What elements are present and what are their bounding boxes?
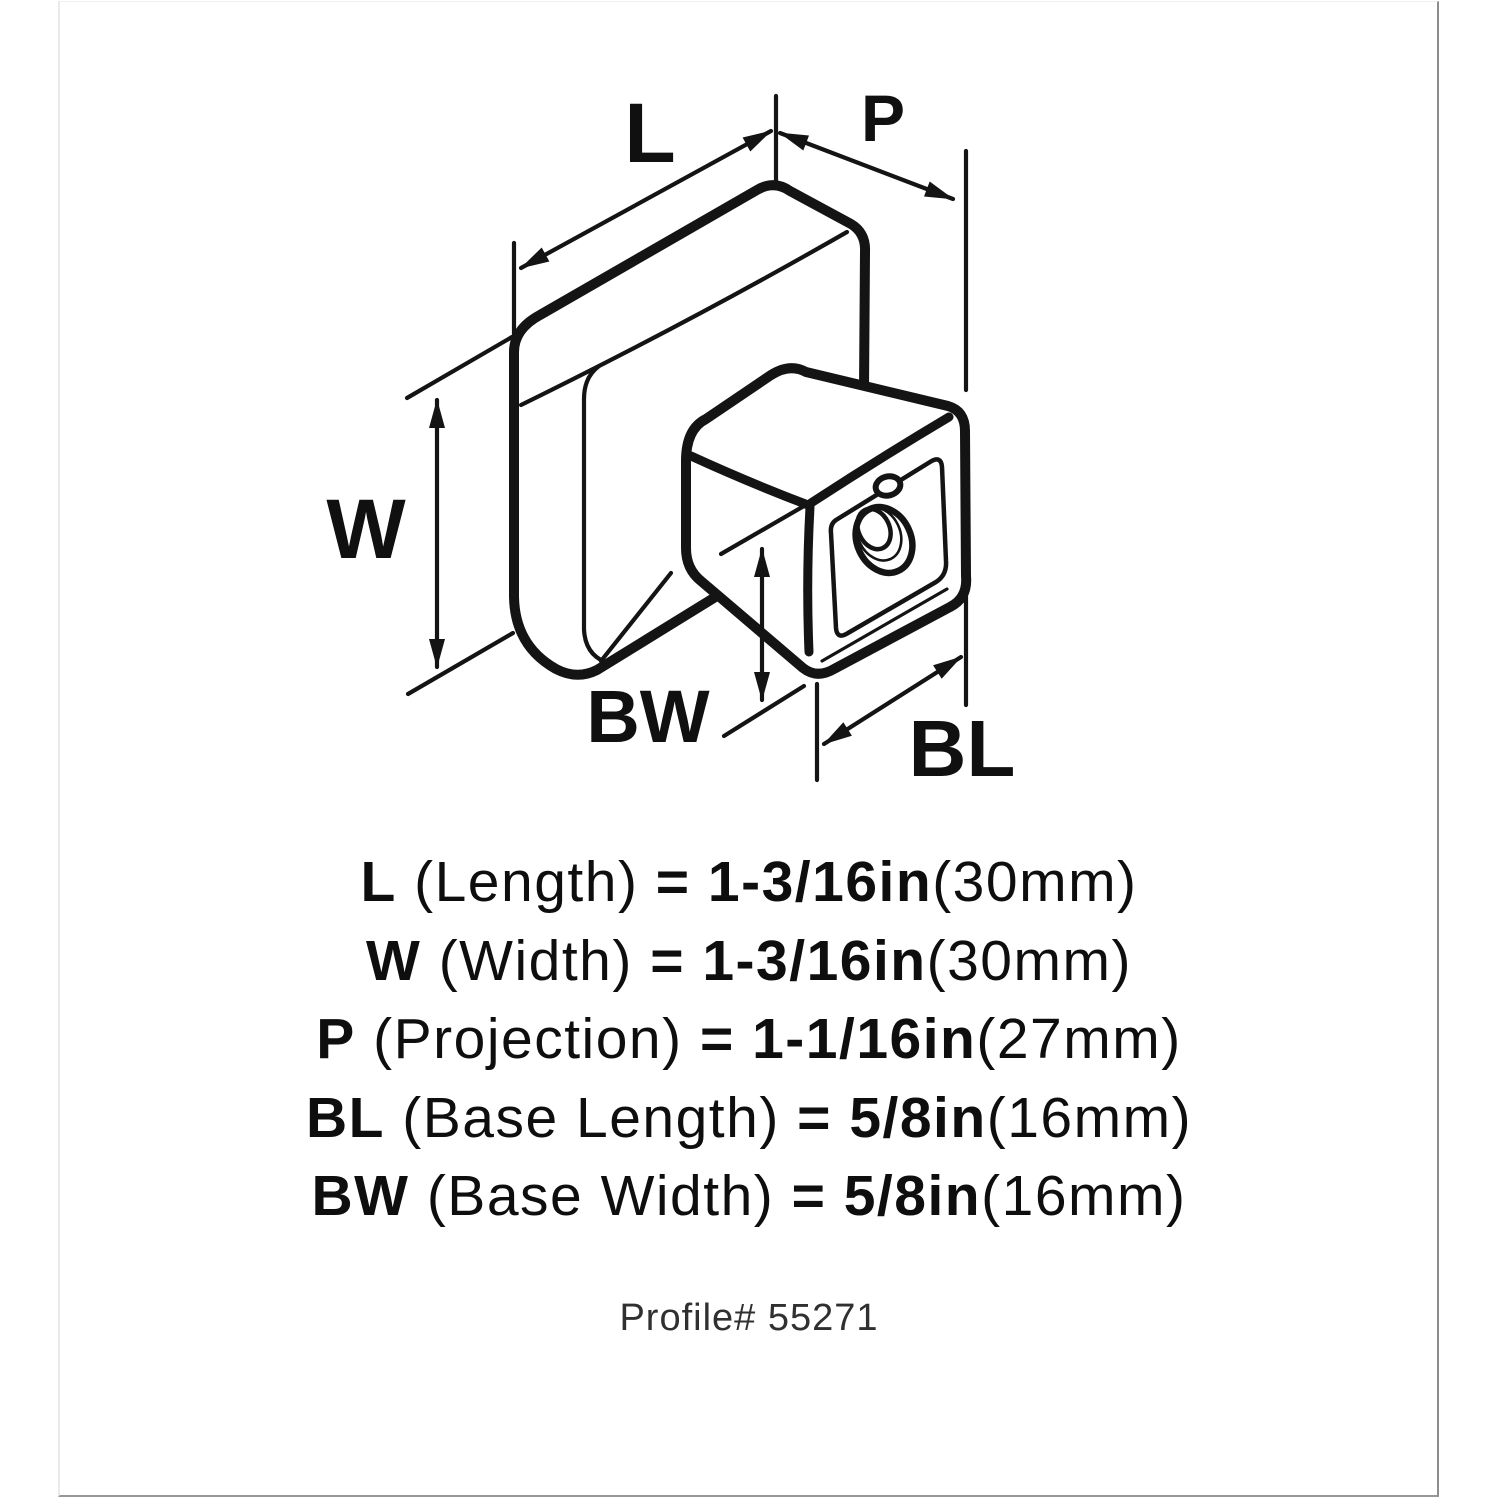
- dim-width-tick-top: [407, 337, 512, 398]
- spec-name: (Width): [438, 928, 633, 993]
- spec-value: 5/8in: [849, 1085, 987, 1150]
- spec-equals: =: [791, 1164, 827, 1229]
- spec-symbol: P: [316, 1007, 356, 1072]
- spec-value: 1-3/16in: [707, 850, 933, 914]
- spec-equals: =: [797, 1085, 832, 1150]
- spec-row-length: [60, 843, 1438, 922]
- spec-metric: (16mm): [986, 1085, 1193, 1150]
- dim-label-projection: P: [860, 81, 906, 155]
- spec-row-base-length: [60, 1079, 1438, 1158]
- spec-row-base-width: [60, 1157, 1438, 1236]
- spec-row-width: [60, 922, 1438, 1001]
- knob-base: [686, 368, 966, 674]
- spec-row-projection: [60, 1000, 1438, 1079]
- spec-name: (Base Length): [402, 1085, 780, 1150]
- knob-base-face-edge: [808, 507, 810, 652]
- dim-label-length: L: [624, 86, 676, 180]
- spec-equals: =: [650, 928, 685, 993]
- spec-symbol: W: [366, 928, 422, 993]
- spec-name: (Length): [414, 850, 639, 914]
- spec-metric: (30mm): [932, 850, 1138, 914]
- profile-number: Profile# 55271: [619, 1297, 879, 1339]
- dim-label-base-width: BW: [586, 675, 710, 758]
- dim-width: [407, 337, 513, 694]
- spec-equals: =: [655, 850, 691, 914]
- spec-table: [60, 843, 1438, 1236]
- spec-value: 1-1/16in: [752, 1007, 977, 1072]
- spec-symbol: BL: [305, 1085, 385, 1150]
- dim-label-width: W: [326, 482, 406, 576]
- dim-label-base-length: BL: [908, 704, 1016, 793]
- spec-metric: (30mm): [926, 928, 1132, 993]
- spec-equals: =: [699, 1007, 735, 1072]
- spec-value: 1-3/16in: [702, 928, 927, 993]
- spec-metric: (27mm): [976, 1007, 1182, 1072]
- spec-name: (Projection): [373, 1007, 683, 1072]
- spec-value: 5/8in: [843, 1164, 982, 1229]
- knob-base-outline: [686, 368, 966, 674]
- spec-name: (Base Width): [426, 1164, 775, 1229]
- dim-width-tick-bottom: [408, 633, 513, 694]
- spec-symbol: BW: [311, 1164, 410, 1229]
- spec-symbol: L: [360, 850, 397, 914]
- spec-metric: (16mm): [981, 1164, 1187, 1229]
